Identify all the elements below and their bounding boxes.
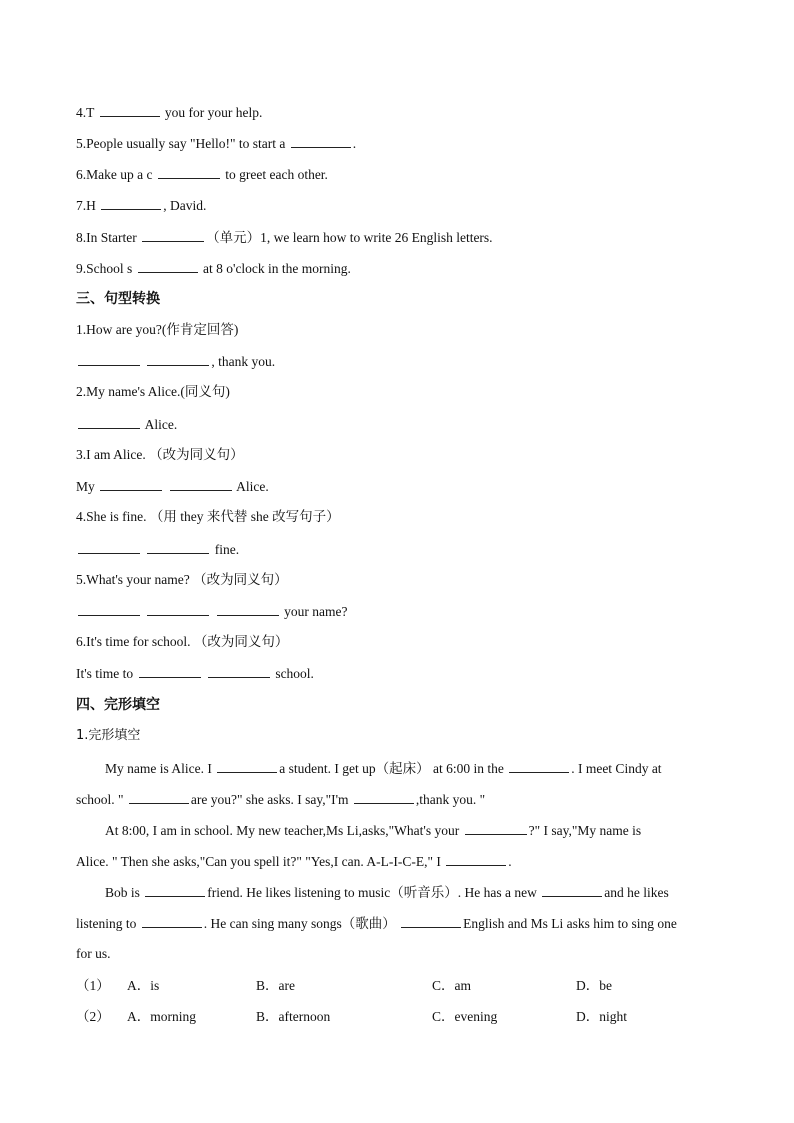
option-a[interactable]: A．is <box>127 978 160 993</box>
passage-line: At 8:00, I am in school. My new teacher,Ms Li,asks,"What's your ?" I say,"My name is <box>105 823 642 838</box>
option-d[interactable]: D．night <box>576 1009 628 1024</box>
question-item: 4.T you for your help. <box>76 105 263 120</box>
answer-blank[interactable] <box>142 228 204 242</box>
answer-blank[interactable] <box>217 759 277 773</box>
answer-blank[interactable] <box>147 352 209 366</box>
answer-line: It's time to school. <box>76 666 314 681</box>
passage-line: for us. <box>76 946 111 961</box>
question-item: 8.In Starter （单元）1, we learn how to write 26 English letters. <box>76 230 493 245</box>
option-number: （2） <box>76 1009 110 1024</box>
question-prompt: 1.How are you?(作肯定回答) <box>76 322 239 337</box>
question-prompt: 4.She is fine. （用 they 来代替 she 改写句子） <box>76 509 340 524</box>
option-b[interactable]: B．afternoon <box>256 1009 331 1024</box>
section-heading: 三、句型转换 <box>76 291 160 307</box>
answer-blank[interactable] <box>100 477 162 491</box>
option-c[interactable]: C．am <box>432 978 471 993</box>
answer-blank[interactable] <box>78 602 140 616</box>
question-item: 9.School s at 8 o'clock in the morning. <box>76 261 351 276</box>
question-prompt: 6.It's time for school. （改为同义句） <box>76 634 289 649</box>
answer-line: , thank you. <box>76 352 736 371</box>
question-prompt: 5.What's your name? （改为同义句） <box>76 572 288 587</box>
answer-blank[interactable] <box>142 914 202 928</box>
answer-blank[interactable] <box>354 790 414 804</box>
option-number: （1） <box>76 978 110 993</box>
answer-blank[interactable] <box>542 883 602 897</box>
passage-line: Alice. " Then she asks,"Can you spell it?" "Yes,I can. A-L-I-C-E," I . <box>76 854 512 869</box>
question-prompt: 3.I am Alice. （改为同义句） <box>76 447 244 462</box>
option-d[interactable]: D．be <box>576 978 612 993</box>
option-a[interactable]: A．morning <box>127 1009 196 1024</box>
answer-blank[interactable] <box>291 134 351 148</box>
answer-blank[interactable] <box>145 883 205 897</box>
answer-blank[interactable] <box>78 540 140 554</box>
answer-blank[interactable] <box>138 259 198 273</box>
answer-blank[interactable] <box>78 415 140 429</box>
answer-blank[interactable] <box>101 196 161 210</box>
option-c[interactable]: C．evening <box>432 1009 498 1024</box>
section-heading: 四、完形填空 <box>76 697 160 713</box>
answer-line: fine. <box>76 540 736 559</box>
question-prompt: 1.完形填空 <box>76 728 141 743</box>
answer-blank[interactable] <box>509 759 569 773</box>
answer-blank[interactable] <box>139 664 201 678</box>
question-prompt: 2.My name's Alice.(同义句) <box>76 384 230 399</box>
answer-blank[interactable] <box>446 852 506 866</box>
question-item: 7.H , David. <box>76 198 207 213</box>
passage-line: Bob is friend. He likes listening to music（听音乐）. He has a new and he likes <box>105 885 669 900</box>
answer-blank[interactable] <box>465 821 527 835</box>
answer-blank[interactable] <box>100 103 160 117</box>
answer-blank[interactable] <box>170 477 232 491</box>
answer-blank[interactable] <box>208 664 270 678</box>
answer-blank[interactable] <box>158 165 220 179</box>
answer-blank[interactable] <box>129 790 189 804</box>
answer-blank[interactable] <box>147 540 209 554</box>
question-item: 5.People usually say "Hello!" to start a . <box>76 136 357 151</box>
answer-line: your name? <box>76 602 736 621</box>
answer-line: My Alice. <box>76 479 269 494</box>
passage-line: My name is Alice. I a student. I get up（起床） at 6:00 in the . I meet Cindy at <box>105 761 662 776</box>
answer-line: Alice. <box>76 415 736 434</box>
question-item: 6.Make up a c to greet each other. <box>76 167 328 182</box>
answer-blank[interactable] <box>217 602 279 616</box>
option-b[interactable]: B．are <box>256 978 295 993</box>
answer-blank[interactable] <box>401 914 461 928</box>
passage-line: listening to . He can sing many songs（歌曲） English and Ms Li asks him to sing one <box>76 916 677 931</box>
passage-line: school. " are you?" she asks. I say,"I'm ,thank you. " <box>76 792 486 807</box>
answer-blank[interactable] <box>147 602 209 616</box>
answer-blank[interactable] <box>78 352 140 366</box>
